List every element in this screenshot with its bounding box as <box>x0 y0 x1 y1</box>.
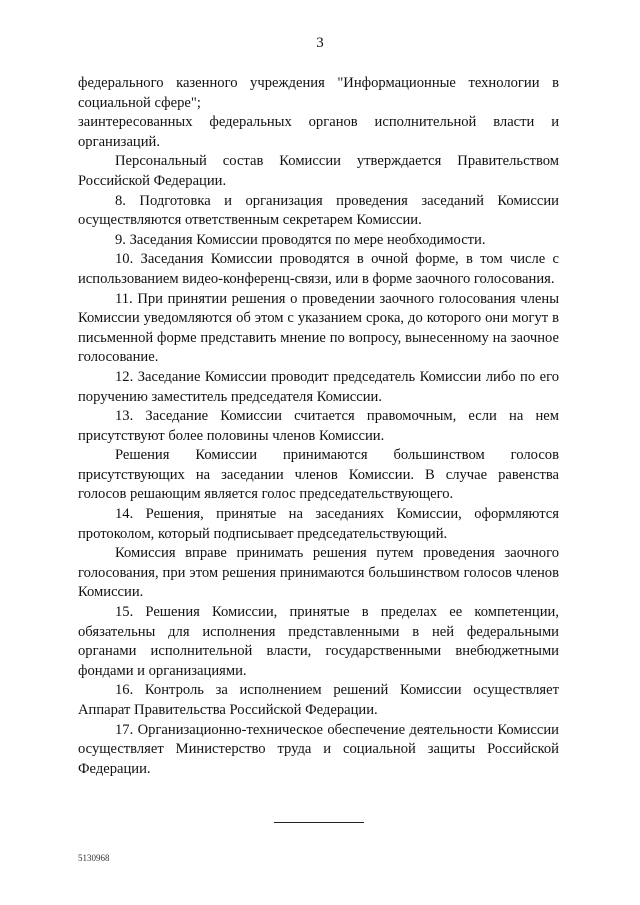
paragraph-8: 8. Подготовка и организация проведения заседаний Комиссии осуществляются ответственным секретарем Комиссии. <box>78 192 559 229</box>
paragraph-personal-composition: Персональный состав Комиссии утверждается Правительством Российской Федерации. <box>78 153 559 189</box>
paragraph-its-institution: федерального казенного учреждения "Информационные технологии в социальной сфере"; <box>78 75 559 111</box>
paragraph-12: 12. Заседание Комиссии проводит председатель Комиссии либо по его поручению заместитель председателя Комиссии. <box>78 368 559 405</box>
paragraph-16: 16. Контроль за исполнением решений Комиссии осуществляет Аппарат Правительства Российской Федерации. <box>78 682 559 718</box>
paragraph-10: 10. Заседания Комиссии проводятся в очной форме, в том числе с использованием видео-конференц-связи, или в форме заочного голосования. <box>78 251 559 287</box>
paragraph-13-decisions: Решения Комиссии принимаются большинством голосов присутствующих на заседании членов Комиссии. В случае равенства голосов решающим является голос председательствующего. <box>78 447 559 503</box>
document-body <box>78 74 559 779</box>
paragraph-9: 9. Заседания Комиссии проводятся по мере необходимости. <box>115 231 486 248</box>
paragraph-15: 15. Решения Комиссии, принятые в пределах ее компетенции, обязательны для исполнения представленными в ней федеральными органами исполнительной власти, государственными внебюджетными фондами и организациями. <box>78 604 559 679</box>
paragraph-13: 13. Заседание Комиссии считается правомочным, если на нем присутствуют более половины членов Комиссии. <box>78 408 559 444</box>
closing-rule <box>274 822 364 823</box>
document-code: 5130968 <box>78 853 110 863</box>
paragraph-14: 14. Решения, принятые на заседаниях Комиссии, оформляются протоколом, который подписывает председательствующий. <box>78 506 559 542</box>
paragraph-14-absentee: Комиссия вправе принимать решения путем проведения заочного голосования, при этом решения принимаются большинством голосов членов Комиссии. <box>78 545 559 601</box>
page-number: 3 <box>316 35 324 51</box>
paragraph-interested-bodies: заинтересованных федеральных органов исполнительной власти и организаций. <box>78 114 559 150</box>
paragraph-17: 17. Организационно-техническое обеспечение деятельности Комиссии осуществляет Министерство труда и социальной защиты Российской Федерации. <box>78 721 559 777</box>
paragraph-11: 11. При принятии решения о проведении заочного голосования члены Комиссии уведомляются об этом с указанием срока, до которого они могут в письменной форме представить мнение по вопросу, вынесенному на заочное голосование. <box>78 290 559 366</box>
